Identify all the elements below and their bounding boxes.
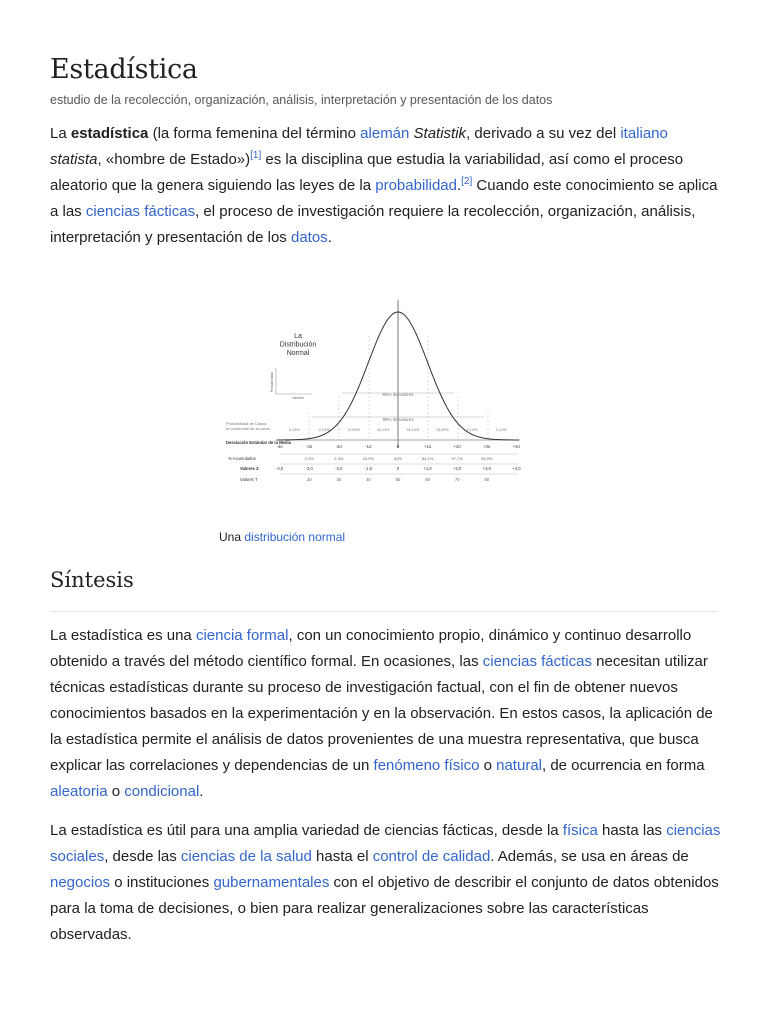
cumulative-value: 99,9% [481, 456, 493, 461]
t-value: 80 [484, 477, 490, 482]
sigma-value: +4σ [512, 444, 521, 449]
sigma-value: 0 [396, 444, 400, 449]
t-values [307, 477, 490, 482]
sigma-value: +1σ [423, 444, 432, 449]
page-title: Estadística [50, 54, 198, 85]
chart-title [280, 333, 317, 357]
cumulative-value: 2,3% [334, 456, 344, 461]
text: La [50, 125, 71, 142]
link-ciencias-salud[interactable]: ciencias de la salud [180, 848, 312, 865]
band-99-label: 99% de valores [382, 417, 414, 422]
link-ciencia-formal[interactable]: ciencia formal [195, 627, 289, 644]
chart-title-line: Normal [286, 350, 310, 357]
z-value: 0 [396, 466, 400, 471]
row-label-std-dev: Desviación Estándar de la Media [226, 440, 291, 445]
cumulative-value: 97,7% [451, 456, 463, 461]
z-value: +3,0 [482, 466, 491, 471]
text: . [456, 177, 462, 194]
t-value: 20 [306, 477, 312, 482]
reference-1[interactable]: [1] [250, 150, 262, 161]
side-label [226, 421, 270, 431]
z-value: -1,0 [364, 466, 373, 471]
portion-label: 34,13% [376, 428, 390, 432]
sigma-value: -4σ [276, 444, 283, 449]
t-value: 50 [395, 477, 401, 482]
chart-title-line: Distribución [279, 341, 317, 349]
sintesis-paragraph-2 [50, 818, 722, 948]
z-value: +4,0 [512, 466, 521, 471]
sigma-value: -1σ [365, 444, 372, 449]
portion-label: 0,13% [496, 428, 507, 432]
text: o [107, 783, 125, 800]
cumulative-value: 15,9% [362, 456, 375, 461]
axis-probability-label: Probabilidad [270, 372, 274, 392]
text: (la forma femenina del término [148, 125, 361, 142]
reference-2[interactable]: [2] [461, 176, 473, 187]
z-values [276, 466, 521, 471]
cumulative-values [305, 456, 493, 461]
section-heading-sintesis: Síntesis [50, 568, 134, 592]
z-value: -2,0 [335, 466, 343, 471]
text: o [479, 757, 497, 774]
text: , de ocurrencia en forma [542, 757, 705, 774]
link-aleatoria[interactable]: aleatoria [50, 783, 108, 800]
link-control-calidad[interactable]: control de calidad [372, 848, 491, 865]
text: La estadística es útil para una amplia variedad de ciencias fácticas, desde la [50, 822, 563, 839]
side-label-line: en porciones de la curva [226, 426, 270, 431]
link-fisica[interactable]: física [562, 822, 598, 839]
portion-label: 13,59% [347, 428, 361, 432]
link-distribucion-normal[interactable]: distribución normal [244, 530, 346, 544]
link-natural[interactable]: natural [496, 757, 542, 774]
text: , el proceso de investigación requiere la recolección, organización, análisis, interpretación y presentación de los [50, 203, 696, 246]
z-value: -3,0 [305, 466, 313, 471]
cumulative-value: 0,1% [304, 456, 314, 461]
heading-divider [50, 611, 718, 612]
portion-label: 13,59% [435, 428, 449, 432]
text: , derivado a su vez del [466, 125, 621, 142]
text: es la disciplina que estudia la variabilidad, así como el proceso aleatorio que la genera siguiendo las leyes de la [50, 151, 684, 194]
portion-label: 34,13% [406, 428, 420, 432]
link-ciencias-facticas[interactable]: ciencias fácticas [482, 653, 592, 670]
text: hasta las [597, 822, 667, 839]
axis-values-label: Valores [292, 396, 304, 400]
intro-paragraph [50, 121, 722, 251]
t-value: 60 [425, 477, 430, 482]
portion-label: 2,14% [466, 428, 478, 432]
t-value: 40 [366, 477, 371, 482]
row-label-cumulative: % Acumulados [228, 456, 256, 461]
chart-title-line: La [294, 333, 302, 340]
t-value: 70 [454, 477, 460, 482]
sigma-value: +3σ [483, 444, 491, 449]
link-italiano[interactable]: italiano [620, 125, 668, 142]
normal-distribution-figure[interactable] [222, 296, 524, 490]
row-label-z: Valores Z [240, 466, 259, 471]
sigma-value: -3σ [306, 444, 313, 449]
z-value: -4,0 [275, 466, 284, 471]
link-negocios[interactable]: negocios [50, 874, 111, 891]
side-label-line: Probabilidad de Casos [226, 421, 267, 426]
page-subtitle: estudio de la recolección, organización, análisis, interpretación y presentación de los datos [50, 93, 553, 107]
link-ciencias-sociales[interactable]: ciencias sociales [50, 822, 721, 865]
link-condicional[interactable]: condicional [124, 783, 200, 800]
text: hasta el [311, 848, 373, 865]
cumulative-value: 84,1% [421, 456, 434, 461]
text: . Además, se usa en áreas de [490, 848, 689, 865]
caption-text: Una [219, 530, 245, 544]
link-gubernamentales[interactable]: gubernamentales [213, 874, 330, 891]
text: La estadística es una [50, 627, 196, 644]
z-value: +2,0 [453, 466, 462, 471]
portion-label: 2,14% [318, 428, 330, 432]
text: , desde las [104, 848, 181, 865]
text: . [327, 229, 332, 246]
italic-statista: statista [50, 151, 98, 168]
sigma-values [276, 444, 520, 449]
band-95-label: 95% de valores [382, 392, 414, 397]
row-label-t: Valores T [240, 477, 258, 482]
sintesis-paragraph-1 [50, 623, 722, 805]
text: Cuando este conocimiento se aplica a las [50, 177, 718, 220]
text: , con un conocimiento propio, dinámico y continuo desarrollo obtenido a través del método científico formal. En ocasiones, las [50, 627, 692, 670]
italic-statistik: Statistik [413, 125, 467, 142]
link-datos[interactable]: datos [290, 229, 328, 246]
text: , «hombre de Estado») [97, 151, 251, 168]
normal-distribution-diagram [222, 296, 524, 490]
text: con el objetivo de describir el conjunto de datos obtenidos para la toma de decisiones, o bien para realizar generalizaciones sobre las características observadas. [50, 874, 719, 943]
z-value: +1,0 [423, 466, 432, 471]
text: . [199, 783, 204, 800]
link-fenomeno-fisico[interactable]: fenómeno físico [373, 757, 480, 774]
sigma-value: -2σ [335, 444, 342, 449]
bold-term: estadística [70, 125, 149, 142]
t-value: 30 [336, 477, 342, 482]
text: o instituciones [110, 874, 214, 891]
portion-label: 0,13% [289, 428, 300, 432]
figure-caption [219, 530, 345, 544]
link-probabilidad[interactable]: probabilidad [375, 177, 457, 194]
sigma-value: +2σ [453, 444, 461, 449]
link-ciencias-facticas[interactable]: ciencias fácticas [85, 203, 196, 220]
text: necesitan utilizar técnicas estadísticas durante su proceso de investigación factual, con el fin de obtener nuevos conocimientos basados en la experimentación y en la observación. En estos casos, la aplicación de la estadística permite el análisis de datos provenientes de una muestra representativa, que busca explicar las correlaciones y dependencias de un [50, 653, 713, 774]
cumulative-value: 50% [393, 456, 403, 461]
link-aleman[interactable]: alemán [360, 125, 410, 142]
